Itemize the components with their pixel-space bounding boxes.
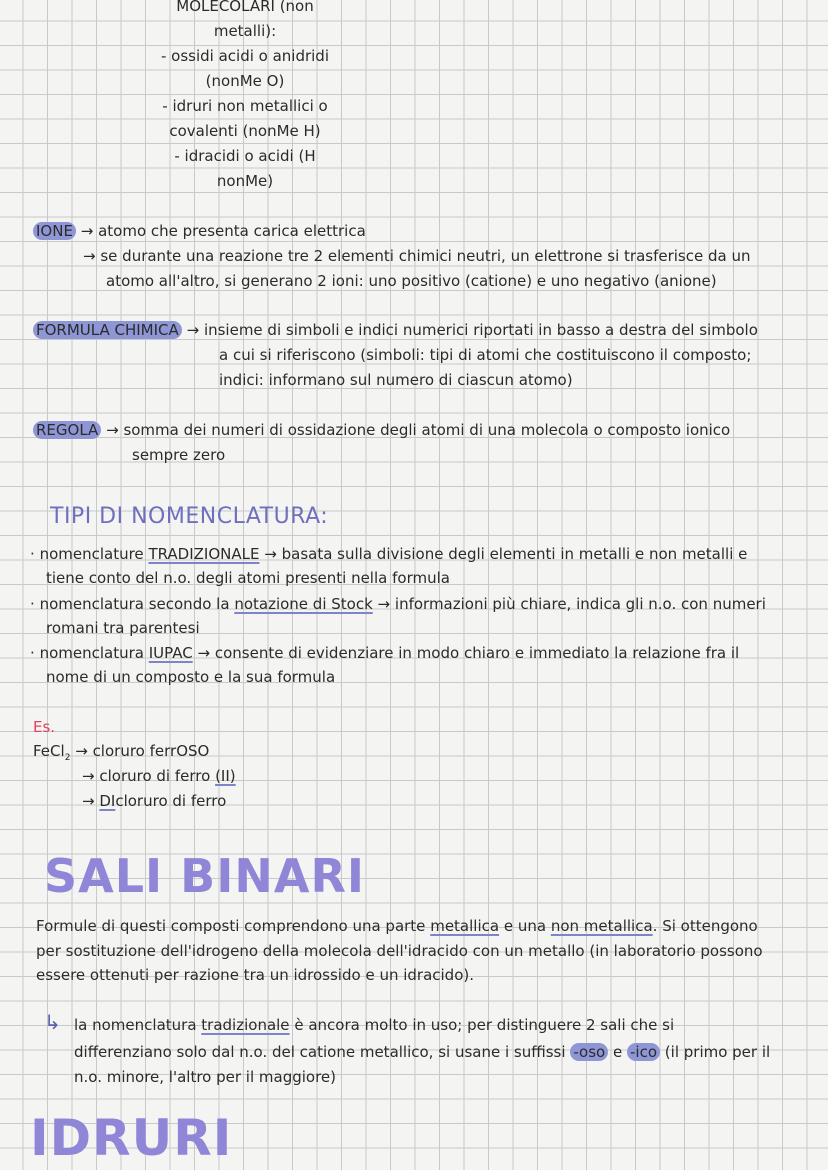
suffix-badge: -ico: [627, 1043, 660, 1061]
note-line2: [74, 1040, 770, 1064]
section-title: TIPI DI NOMENCLATURA:: [50, 504, 329, 529]
regola-label: REGOLA: [33, 421, 101, 439]
note-text: è ancora molto in uso; per distinguere 2 sali che si: [294, 1016, 675, 1034]
bullet-text: nomenclatura secondo la: [39, 595, 230, 613]
ione-line2: [83, 244, 750, 268]
top-line: covalenti (nonMe H): [169, 122, 321, 140]
example-formula: FeCl: [33, 742, 65, 760]
keyword: TRADIZIONALE: [148, 545, 260, 563]
bullet-text: consente di evidenziare in modo chiaro e immediato la relazione fra il: [214, 644, 740, 662]
arrow-icon: →: [80, 222, 94, 240]
example-label: Es.: [33, 718, 56, 736]
bullet-text: basata sulla divisione degli elementi in metalli e non metalli e: [281, 545, 748, 563]
arrow-icon: →: [377, 595, 391, 613]
formula-line1: [33, 318, 758, 342]
top-line: metalli):: [213, 22, 277, 40]
sali-title: SALI BINARI: [44, 849, 365, 903]
hook-arrow-icon: ↳: [44, 1010, 61, 1034]
arrow-icon: →: [83, 247, 96, 265]
keyword: notazione di Stock: [234, 595, 373, 613]
formula-label: FORMULA CHIMICA: [33, 321, 182, 339]
arrow-icon: →: [186, 321, 200, 339]
ione-definition: atomo che presenta carica elettrica: [98, 222, 366, 240]
formula-text: insieme di simboli e indici numerici riportati in basso a destra del simbolo: [203, 321, 758, 339]
ione-text: atomo all'altro, si generano 2 ioni: uno positivo (catione) e uno negativo (anione): [106, 272, 717, 290]
bullet-icon: ·: [30, 644, 35, 662]
top-line: - ossidi acidi o anidridi: [160, 47, 330, 65]
ione-line1: [33, 219, 366, 243]
formula-text: a cui si riferiscono (simboli: tipi di atomi che costituiscono il composto;: [219, 346, 752, 364]
arrow-icon: →: [264, 545, 277, 563]
bullet-text: nome di un composto e la sua formula: [46, 668, 336, 686]
formula-subscript: 2: [64, 753, 71, 763]
arrow-icon: →: [75, 742, 88, 760]
bullet-text: romani tra parentesi: [46, 619, 200, 637]
regola-line1: [33, 418, 730, 442]
regola-text: sempre zero: [132, 446, 226, 464]
sali-text: per sostituzione dell'idrogeno della molecola dell'idracido con un metallo (in laboratorio possono: [36, 942, 763, 960]
example-line2: [82, 764, 236, 788]
bullet-item: [30, 592, 766, 616]
bullet-text: tiene conto del n.o. degli atomi presenti nella formula: [46, 569, 450, 587]
keyword: metallica: [430, 917, 500, 935]
idruri-title: IDRURI: [30, 1109, 233, 1167]
top-line: - idruri non metallici o: [162, 97, 328, 115]
sali-text: e una: [503, 917, 547, 935]
sali-text: . Si ottengono: [652, 917, 758, 935]
arrow-icon: →: [106, 421, 119, 439]
note-text: differenziano solo dal n.o. del catione metallico, si usane i suffissi: [74, 1043, 566, 1061]
ione-label: IONE: [33, 222, 76, 240]
sali-text: Formule di questi composti comprendono una parte: [36, 917, 426, 935]
formula-text: indici: informano sul numero di ciascun atomo): [219, 371, 573, 389]
bullet-text: nomenclatura: [39, 644, 144, 662]
example-name: cloruro di ferro: [115, 792, 227, 810]
note-line1: [74, 1013, 674, 1037]
bullet-item: [30, 641, 739, 665]
example-name: cloruro ferr: [92, 742, 177, 760]
regola-text: somma dei numeri di ossidazione degli atomi di una molecola o composto ionico: [123, 421, 731, 439]
arrow-icon: →: [82, 767, 95, 785]
example-key: OSO: [176, 742, 210, 760]
note-text: n.o. minore, l'altro per il maggiore): [74, 1068, 337, 1086]
sali-paragraph-line: [36, 914, 758, 938]
sali-text: essere ottenuti per razione tra un idrossido e un idracido).: [36, 966, 475, 984]
top-line: nonMe): [216, 172, 274, 190]
keyword: tradizionale: [201, 1016, 290, 1034]
example-key: (II): [215, 767, 236, 785]
arrow-icon: →: [82, 792, 95, 810]
bullet-item: [30, 542, 747, 566]
example-name: cloruro di ferro: [99, 767, 211, 785]
note-text: e: [612, 1043, 623, 1061]
bullet-text: informazioni più chiare, indica gli n.o. con numeri: [394, 595, 766, 613]
example-key: DI: [99, 792, 116, 810]
top-line: MOLECOLARI (non: [176, 0, 314, 15]
keyword: non metallica: [550, 917, 653, 935]
bullet-icon: ·: [30, 545, 35, 563]
bullet-icon: ·: [30, 595, 35, 613]
bullet-text: nomenclature: [39, 545, 144, 563]
keyword: IUPAC: [148, 644, 193, 662]
suffix-badge: -oso: [570, 1043, 608, 1061]
ione-text: se durante una reazione tre 2 elementi chimici neutri, un elettrone si trasferisce da un: [100, 247, 751, 265]
example-line3: [82, 789, 226, 813]
arrow-icon: →: [197, 644, 211, 662]
note-text: (il primo per il: [664, 1043, 771, 1061]
top-line: (nonMe O): [205, 72, 285, 90]
top-line: - idracidi o acidi (H: [174, 147, 316, 165]
note-text: la nomenclatura: [74, 1016, 197, 1034]
